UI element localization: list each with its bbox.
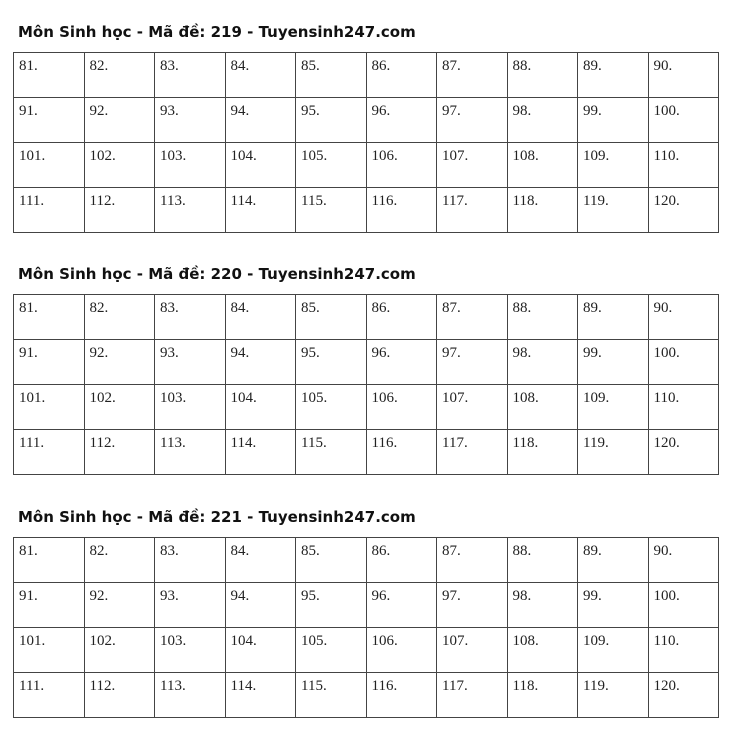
- table-row: [14, 98, 719, 143]
- question-number: 107.: [442, 390, 469, 406]
- question-number: 83.: [160, 543, 179, 559]
- answer-cell: [84, 673, 155, 718]
- answer-cell: [437, 430, 508, 475]
- question-number: 101.: [19, 148, 46, 164]
- answer-cell: [578, 385, 649, 430]
- question-number: 81.: [19, 58, 38, 74]
- answer-cell: [84, 538, 155, 583]
- question-number: 90.: [653, 58, 673, 74]
- answer-cell: [296, 538, 367, 583]
- question-number: 107.: [442, 633, 469, 649]
- answer-cell: [84, 143, 155, 188]
- answer-cell: [14, 430, 85, 475]
- answer-cell: [507, 53, 578, 98]
- question-number: 108.: [512, 633, 539, 649]
- answer-cell: [14, 583, 85, 628]
- question-number: 85.: [301, 543, 320, 559]
- answer-cell: [578, 673, 649, 718]
- answer-cell: [648, 583, 719, 628]
- answer-cell: [84, 53, 155, 98]
- answer-cell: [437, 628, 508, 673]
- question-number: 98.: [512, 588, 532, 604]
- answer-cell: [296, 53, 367, 98]
- answer-cell: [366, 430, 437, 475]
- question-number: 114.: [230, 193, 257, 209]
- table-row: [14, 538, 719, 583]
- answer-cell: [84, 583, 155, 628]
- answer-cell: [437, 340, 508, 385]
- answer-cell: [507, 673, 578, 718]
- answer-cell: [155, 583, 226, 628]
- answer-cell: [648, 98, 719, 143]
- answer-cell: [84, 295, 155, 340]
- question-number: 116.: [371, 435, 398, 451]
- answer-cell: [155, 98, 226, 143]
- question-number: 102.: [89, 633, 116, 649]
- question-number: 85.: [301, 58, 320, 74]
- question-number: 96.: [371, 103, 391, 119]
- question-number: 116.: [371, 678, 398, 694]
- question-number: 110.: [653, 148, 680, 164]
- question-number: 90.: [653, 543, 673, 559]
- question-number: 115.: [301, 193, 327, 209]
- answer-cell: [14, 628, 85, 673]
- answer-cell: [155, 628, 226, 673]
- question-number: 91.: [19, 103, 38, 119]
- answer-cell: [296, 430, 367, 475]
- question-number: 101.: [19, 633, 46, 649]
- question-number: 93.: [160, 345, 179, 361]
- question-number: 109.: [583, 390, 610, 406]
- table-row: [14, 340, 719, 385]
- question-number: 90.: [653, 300, 673, 316]
- answer-cell: [225, 385, 296, 430]
- answer-cell: [648, 385, 719, 430]
- answer-cell: [225, 583, 296, 628]
- answer-cell: [14, 188, 85, 233]
- question-number: 105.: [301, 390, 328, 406]
- question-number: 92.: [89, 588, 109, 604]
- question-number: 100.: [653, 345, 680, 361]
- question-number: 114.: [230, 435, 257, 451]
- question-number: 102.: [89, 390, 116, 406]
- question-number: 87.: [442, 58, 461, 74]
- question-number: 89.: [583, 58, 602, 74]
- answer-cell: [648, 340, 719, 385]
- question-number: 87.: [442, 543, 461, 559]
- question-number: 86.: [371, 543, 391, 559]
- answer-cell: [296, 385, 367, 430]
- question-number: 109.: [583, 148, 610, 164]
- answer-cell: [14, 143, 85, 188]
- question-number: 95.: [301, 345, 320, 361]
- question-number: 118.: [512, 193, 539, 209]
- answer-cell: [84, 98, 155, 143]
- question-number: 94.: [230, 588, 250, 604]
- table-row: [14, 295, 719, 340]
- question-number: 120.: [653, 435, 680, 451]
- answer-cell: [648, 430, 719, 475]
- question-number: 120.: [653, 193, 680, 209]
- question-number: 99.: [583, 103, 602, 119]
- answer-cell: [225, 143, 296, 188]
- answer-cell: [155, 430, 226, 475]
- table-row: [14, 188, 719, 233]
- answer-cell: [507, 340, 578, 385]
- question-number: 117.: [442, 193, 468, 209]
- question-number: 92.: [89, 345, 109, 361]
- answer-cell: [155, 340, 226, 385]
- question-number: 110.: [653, 633, 680, 649]
- question-number: 106.: [371, 633, 398, 649]
- question-number: 113.: [160, 193, 186, 209]
- question-number: 111.: [19, 193, 45, 209]
- question-number: 116.: [371, 193, 398, 209]
- question-number: 86.: [371, 58, 391, 74]
- question-number: 93.: [160, 588, 179, 604]
- answer-cell: [648, 188, 719, 233]
- answer-cell: [225, 53, 296, 98]
- answer-cell: [437, 385, 508, 430]
- question-number: 118.: [512, 435, 539, 451]
- answer-cell: [225, 340, 296, 385]
- answer-cell: [578, 430, 649, 475]
- answer-cell: [437, 143, 508, 188]
- answer-cell: [578, 340, 649, 385]
- question-number: 99.: [583, 345, 602, 361]
- answer-cell: [14, 53, 85, 98]
- question-number: 115.: [301, 435, 327, 451]
- question-number: 103.: [160, 390, 187, 406]
- question-number: 97.: [442, 345, 461, 361]
- answer-cell: [296, 673, 367, 718]
- question-number: 112.: [89, 678, 116, 694]
- question-number: 92.: [89, 103, 109, 119]
- question-number: 86.: [371, 300, 391, 316]
- answer-cell: [437, 583, 508, 628]
- answer-cell: [437, 188, 508, 233]
- question-number: 105.: [301, 633, 328, 649]
- question-number: 89.: [583, 543, 602, 559]
- answer-cell: [296, 340, 367, 385]
- question-number: 104.: [230, 633, 257, 649]
- question-number: 119.: [583, 193, 609, 209]
- answer-cell: [366, 673, 437, 718]
- answer-cell: [296, 628, 367, 673]
- answer-cell: [648, 673, 719, 718]
- answer-cell: [14, 98, 85, 143]
- answer-cell: [155, 53, 226, 98]
- answer-cell: [155, 538, 226, 583]
- table-row: [14, 53, 719, 98]
- answer-cell: [366, 628, 437, 673]
- question-number: 114.: [230, 678, 257, 694]
- question-number: 104.: [230, 390, 257, 406]
- answer-cell: [366, 188, 437, 233]
- question-number: 108.: [512, 390, 539, 406]
- answer-cell: [225, 538, 296, 583]
- question-number: 82.: [89, 543, 109, 559]
- answer-cell: [578, 188, 649, 233]
- question-number: 97.: [442, 103, 461, 119]
- table-row: [14, 143, 719, 188]
- question-number: 113.: [160, 435, 186, 451]
- answer-cell: [225, 628, 296, 673]
- question-number: 105.: [301, 148, 328, 164]
- question-number: 84.: [230, 300, 250, 316]
- question-number: 96.: [371, 345, 391, 361]
- answer-cell: [507, 430, 578, 475]
- question-number: 111.: [19, 678, 45, 694]
- answer-cell: [437, 673, 508, 718]
- question-number: 110.: [653, 390, 680, 406]
- answer-cell: [648, 53, 719, 98]
- answer-cell: [84, 340, 155, 385]
- answer-cell: [155, 143, 226, 188]
- answer-cell: [225, 188, 296, 233]
- answer-cell: [648, 143, 719, 188]
- answer-cell: [507, 143, 578, 188]
- question-number: 117.: [442, 678, 468, 694]
- answer-cell: [225, 295, 296, 340]
- question-number: 102.: [89, 148, 116, 164]
- answer-table: [13, 537, 719, 718]
- question-number: 89.: [583, 300, 602, 316]
- answer-cell: [437, 53, 508, 98]
- question-number: 84.: [230, 543, 250, 559]
- section-title: Môn Sinh học - Mã đề: 219 - Tuyensinh247.com: [18, 23, 416, 41]
- answer-cell: [507, 98, 578, 143]
- section-title: Môn Sinh học - Mã đề: 220 - Tuyensinh247.com: [18, 265, 416, 283]
- question-number: 95.: [301, 103, 320, 119]
- answer-cell: [155, 188, 226, 233]
- question-number: 94.: [230, 345, 250, 361]
- question-number: 100.: [653, 588, 680, 604]
- question-number: 109.: [583, 633, 610, 649]
- question-number: 95.: [301, 588, 320, 604]
- answer-cell: [225, 673, 296, 718]
- question-number: 97.: [442, 588, 461, 604]
- question-number: 98.: [512, 103, 532, 119]
- question-number: 83.: [160, 300, 179, 316]
- question-number: 100.: [653, 103, 680, 119]
- answer-cell: [578, 628, 649, 673]
- answer-cell: [155, 385, 226, 430]
- question-number: 117.: [442, 435, 468, 451]
- answer-cell: [648, 538, 719, 583]
- question-number: 88.: [512, 543, 532, 559]
- answer-cell: [507, 295, 578, 340]
- question-number: 81.: [19, 543, 38, 559]
- answer-cell: [578, 98, 649, 143]
- table-row: [14, 673, 719, 718]
- question-number: 87.: [442, 300, 461, 316]
- table-row: [14, 628, 719, 673]
- question-number: 115.: [301, 678, 327, 694]
- answer-cell: [578, 583, 649, 628]
- answer-cell: [225, 430, 296, 475]
- answer-cell: [296, 143, 367, 188]
- question-number: 106.: [371, 148, 398, 164]
- table-row: [14, 583, 719, 628]
- question-number: 112.: [89, 193, 116, 209]
- section-title: Môn Sinh học - Mã đề: 221 - Tuyensinh247.com: [18, 508, 416, 526]
- question-number: 99.: [583, 588, 602, 604]
- answer-cell: [155, 295, 226, 340]
- question-number: 112.: [89, 435, 116, 451]
- answer-cell: [296, 295, 367, 340]
- question-number: 91.: [19, 345, 38, 361]
- question-number: 82.: [89, 300, 109, 316]
- question-number: 113.: [160, 678, 186, 694]
- question-number: 107.: [442, 148, 469, 164]
- answer-cell: [366, 295, 437, 340]
- answer-cell: [507, 538, 578, 583]
- question-number: 81.: [19, 300, 38, 316]
- answer-cell: [578, 53, 649, 98]
- answer-cell: [84, 385, 155, 430]
- answer-cell: [578, 295, 649, 340]
- answer-cell: [84, 628, 155, 673]
- question-number: 88.: [512, 58, 532, 74]
- answer-cell: [437, 98, 508, 143]
- question-number: 94.: [230, 103, 250, 119]
- question-number: 84.: [230, 58, 250, 74]
- answer-cell: [648, 295, 719, 340]
- answer-cell: [366, 583, 437, 628]
- question-number: 82.: [89, 58, 109, 74]
- question-number: 96.: [371, 588, 391, 604]
- question-number: 108.: [512, 148, 539, 164]
- answer-table: [13, 294, 719, 475]
- question-number: 103.: [160, 148, 187, 164]
- answer-cell: [507, 188, 578, 233]
- question-number: 111.: [19, 435, 45, 451]
- answer-cell: [14, 385, 85, 430]
- answer-cell: [507, 385, 578, 430]
- question-number: 83.: [160, 58, 179, 74]
- answer-cell: [507, 628, 578, 673]
- answer-cell: [14, 340, 85, 385]
- answer-cell: [578, 538, 649, 583]
- answer-cell: [366, 98, 437, 143]
- question-number: 98.: [512, 345, 532, 361]
- answer-cell: [507, 583, 578, 628]
- answer-cell: [155, 673, 226, 718]
- answer-cell: [84, 430, 155, 475]
- answer-cell: [366, 53, 437, 98]
- answer-cell: [437, 538, 508, 583]
- answer-cell: [296, 98, 367, 143]
- answer-cell: [366, 538, 437, 583]
- question-number: 103.: [160, 633, 187, 649]
- answer-cell: [296, 188, 367, 233]
- answer-table: [13, 52, 719, 233]
- answer-cell: [84, 188, 155, 233]
- answer-cell: [225, 98, 296, 143]
- answer-cell: [366, 340, 437, 385]
- question-number: 93.: [160, 103, 179, 119]
- table-row: [14, 385, 719, 430]
- question-number: 119.: [583, 435, 609, 451]
- answer-cell: [14, 538, 85, 583]
- question-number: 120.: [653, 678, 680, 694]
- answer-cell: [366, 385, 437, 430]
- answer-cell: [14, 295, 85, 340]
- table-row: [14, 430, 719, 475]
- answer-cell: [578, 143, 649, 188]
- answer-cell: [296, 583, 367, 628]
- question-number: 106.: [371, 390, 398, 406]
- answer-cell: [14, 673, 85, 718]
- question-number: 88.: [512, 300, 532, 316]
- answer-cell: [366, 143, 437, 188]
- question-number: 91.: [19, 588, 38, 604]
- answer-cell: [437, 295, 508, 340]
- question-number: 119.: [583, 678, 609, 694]
- answer-cell: [648, 628, 719, 673]
- question-number: 104.: [230, 148, 257, 164]
- question-number: 85.: [301, 300, 320, 316]
- question-number: 118.: [512, 678, 539, 694]
- question-number: 101.: [19, 390, 46, 406]
